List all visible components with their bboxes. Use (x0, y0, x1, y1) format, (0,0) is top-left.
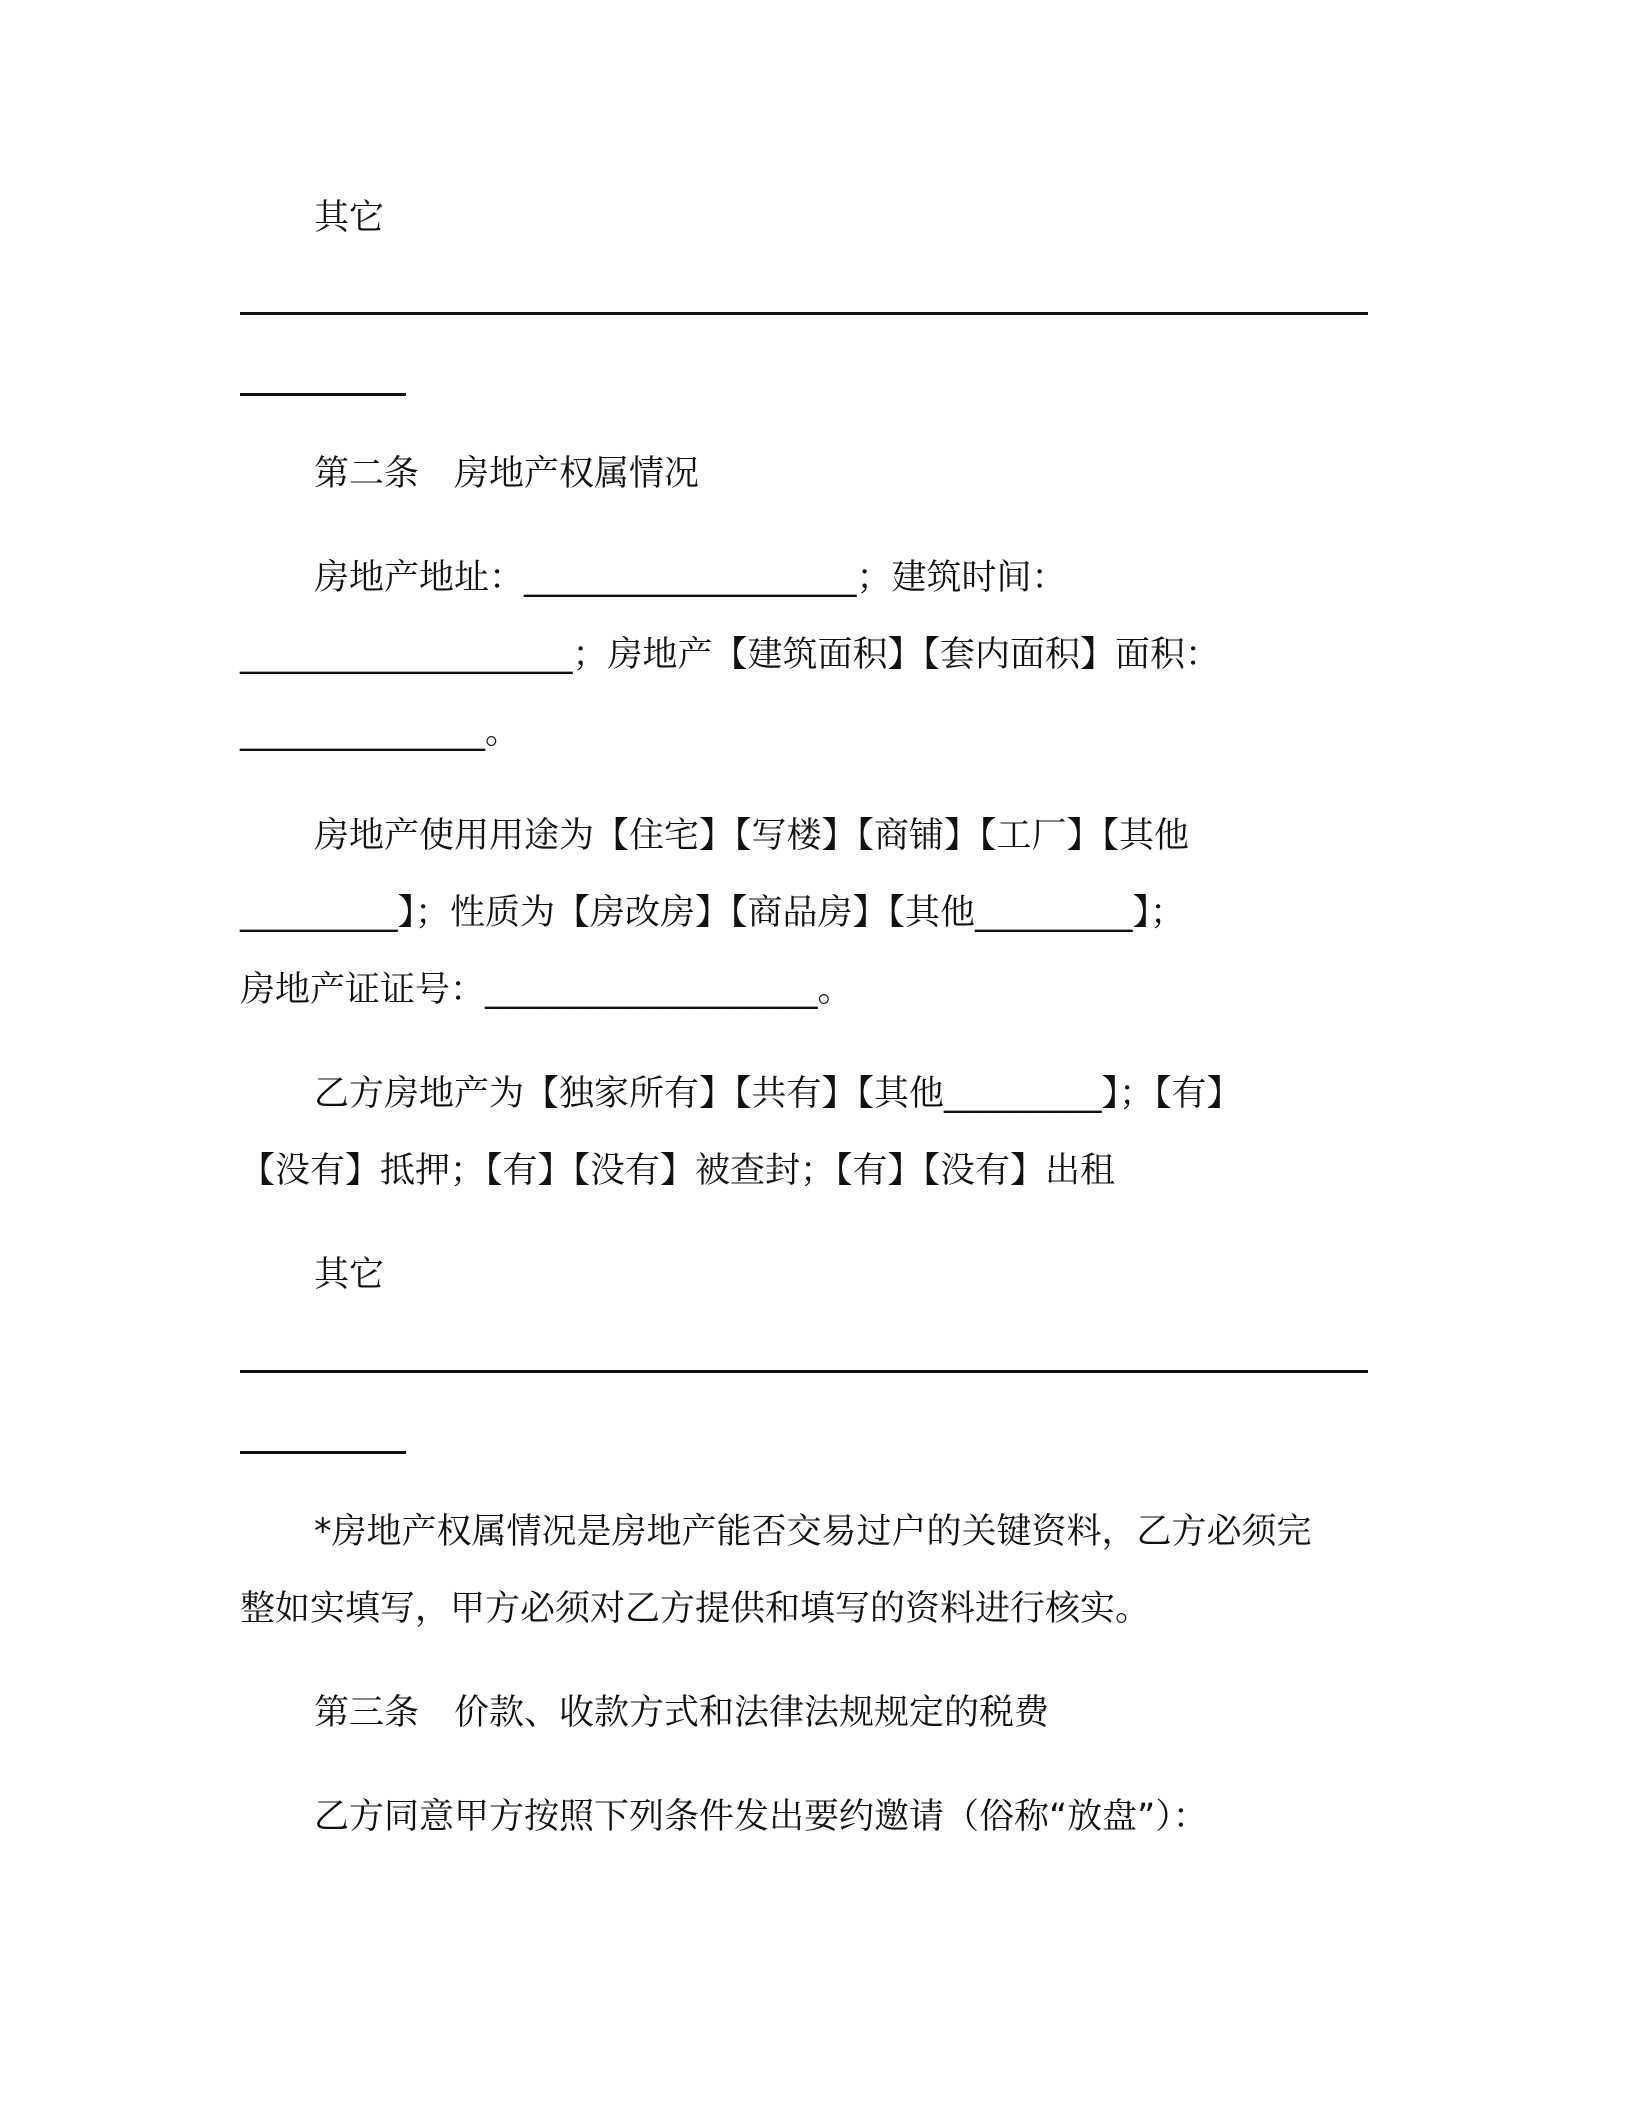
property-use-line-2: _________】；性质为【房改房】【商品房】【其他_________】； (240, 893, 1186, 933)
property-cert-line: 房地产证证号：___________________。 (240, 970, 853, 1010)
blank-rule-2b (240, 1451, 406, 1454)
property-area-line: ___________________；房地产【建筑面积】【套内面积】面积： (240, 635, 1221, 675)
article-3-title: 第三条 价款、收款方式和法律法规规定的税费 (314, 1693, 1050, 1733)
property-use-line-1: 房地产使用用途为【住宅】【写楼】【商铺】【工厂】【其他 (314, 816, 1190, 856)
article-2-title: 第二条 房地产权属情况 (314, 454, 700, 494)
note-line-2: 整如实填写，甲方必须对乙方提供和填写的资料进行核实。 (240, 1589, 1151, 1629)
other-label-1: 其它 (314, 198, 385, 238)
blank-rule-1b (240, 393, 406, 396)
ownership-line-2: 【没有】抵押；【有】【没有】被查封；【有】【没有】出租 (240, 1151, 1116, 1191)
offer-invitation-line: 乙方同意甲方按照下列条件发出要约邀请（俗称“放盘”）： (314, 1797, 1208, 1837)
ownership-line-1: 乙方房地产为【独家所有】【共有】【其他_________】；【有】 (314, 1074, 1242, 1114)
blank-rule-2a (240, 1370, 1368, 1373)
other-label-2: 其它 (314, 1255, 385, 1295)
note-line-1: *房地产权属情况是房地产能否交易过户的关键资料，乙方必须完 (314, 1512, 1312, 1552)
property-address-line: 房地产地址：___________________；建筑时间： (314, 558, 1067, 598)
blank-rule-1a (240, 312, 1368, 315)
property-area-end: ______________。 (240, 712, 521, 752)
